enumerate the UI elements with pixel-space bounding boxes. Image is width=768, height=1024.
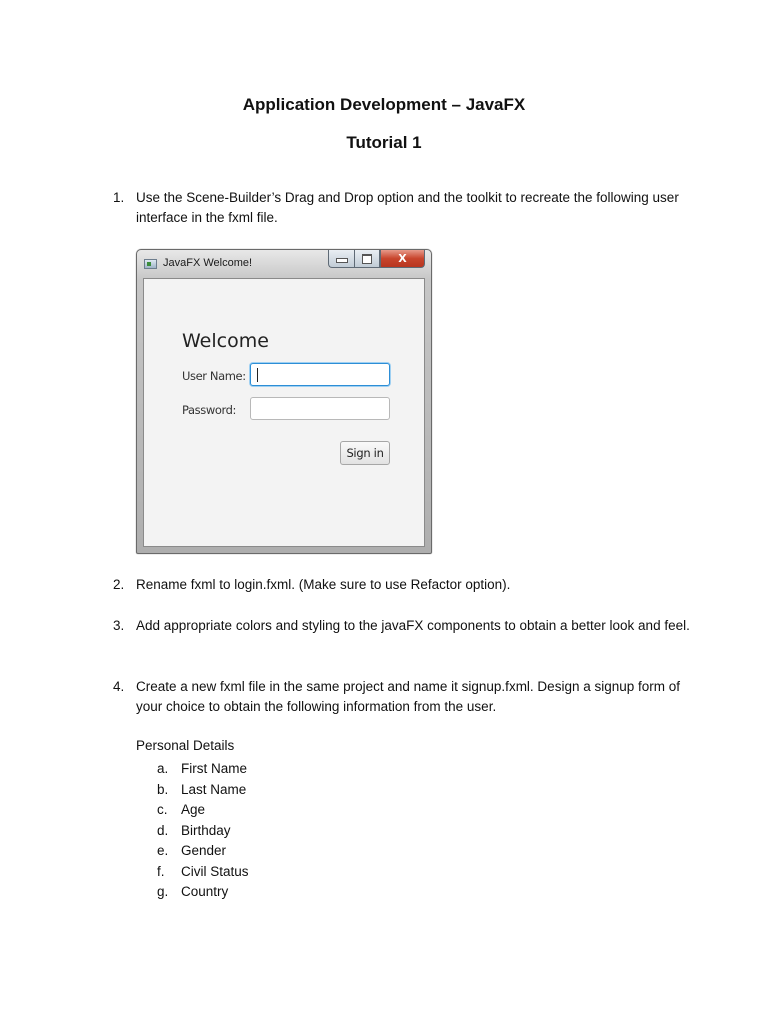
javafx-login-window xyxy=(136,249,432,554)
item-text: Rename fxml to login.fxml. (Make sure to use Refactor option). xyxy=(136,577,511,592)
field-label: Gender xyxy=(181,843,227,858)
item-text: Create a new fxml file in the same project and name it signup.fxml. Design a signup form of your choice to obtain the following information from the user. xyxy=(136,679,681,714)
field-label: Last Name xyxy=(181,781,247,797)
window-controls xyxy=(328,250,425,269)
list-item xyxy=(157,780,249,801)
item-letter: f. xyxy=(157,863,165,879)
item-number: 1. xyxy=(113,190,125,205)
item-number: 3. xyxy=(113,618,125,633)
page-subtitle: Tutorial 1 xyxy=(346,133,422,152)
field-label: First Name xyxy=(181,761,248,776)
field-label: Age xyxy=(181,802,206,817)
window-title: JavaFX Welcome! xyxy=(163,257,253,269)
item-letter: b. xyxy=(157,781,169,797)
maximize-button[interactable] xyxy=(354,250,380,268)
list-item xyxy=(157,882,249,903)
list-item xyxy=(113,616,693,636)
personal-details-list xyxy=(157,759,249,903)
list-item xyxy=(157,759,249,780)
maximize-icon xyxy=(362,254,372,264)
list-item xyxy=(157,800,249,821)
item-number: 4. xyxy=(113,679,125,694)
personal-details-heading: Personal Details xyxy=(136,738,235,753)
text-caret xyxy=(257,368,258,382)
username-label: User Name: xyxy=(182,369,246,383)
list-item xyxy=(157,821,249,842)
list-item xyxy=(113,677,693,717)
item-text: Add appropriate colors and styling to the javaFX components to obtain a better look and feel. xyxy=(136,618,690,633)
field-label: Civil Status xyxy=(181,863,249,879)
close-button[interactable] xyxy=(380,250,425,268)
field-label: Birthday xyxy=(181,822,231,838)
list-item xyxy=(113,575,693,595)
item-letter: d. xyxy=(157,822,169,838)
sign-in-button[interactable]: Sign in xyxy=(340,441,390,465)
username-input[interactable] xyxy=(250,363,390,386)
item-letter: a. xyxy=(157,761,169,776)
minimize-icon xyxy=(336,258,348,263)
item-text: Use the Scene-Builder’s Drag and Drop option and the toolkit to recreate the following user interface in the fxml file. xyxy=(136,190,679,225)
welcome-heading: Welcome xyxy=(182,330,269,352)
list-item xyxy=(113,188,693,228)
password-label: Password: xyxy=(182,403,236,417)
item-letter: c. xyxy=(157,802,168,817)
list-item xyxy=(157,862,249,883)
password-input[interactable] xyxy=(250,397,390,420)
item-letter: e. xyxy=(157,843,169,858)
app-icon xyxy=(144,259,157,269)
item-number: 2. xyxy=(113,577,125,592)
minimize-button[interactable] xyxy=(328,250,354,268)
close-icon: X xyxy=(398,252,407,265)
list-item xyxy=(157,841,249,862)
item-letter: g. xyxy=(157,884,169,899)
window-titlebar[interactable] xyxy=(137,250,431,278)
page-title: Application Development – JavaFX xyxy=(242,95,526,114)
window-content xyxy=(143,278,425,547)
field-label: Country xyxy=(181,884,229,899)
